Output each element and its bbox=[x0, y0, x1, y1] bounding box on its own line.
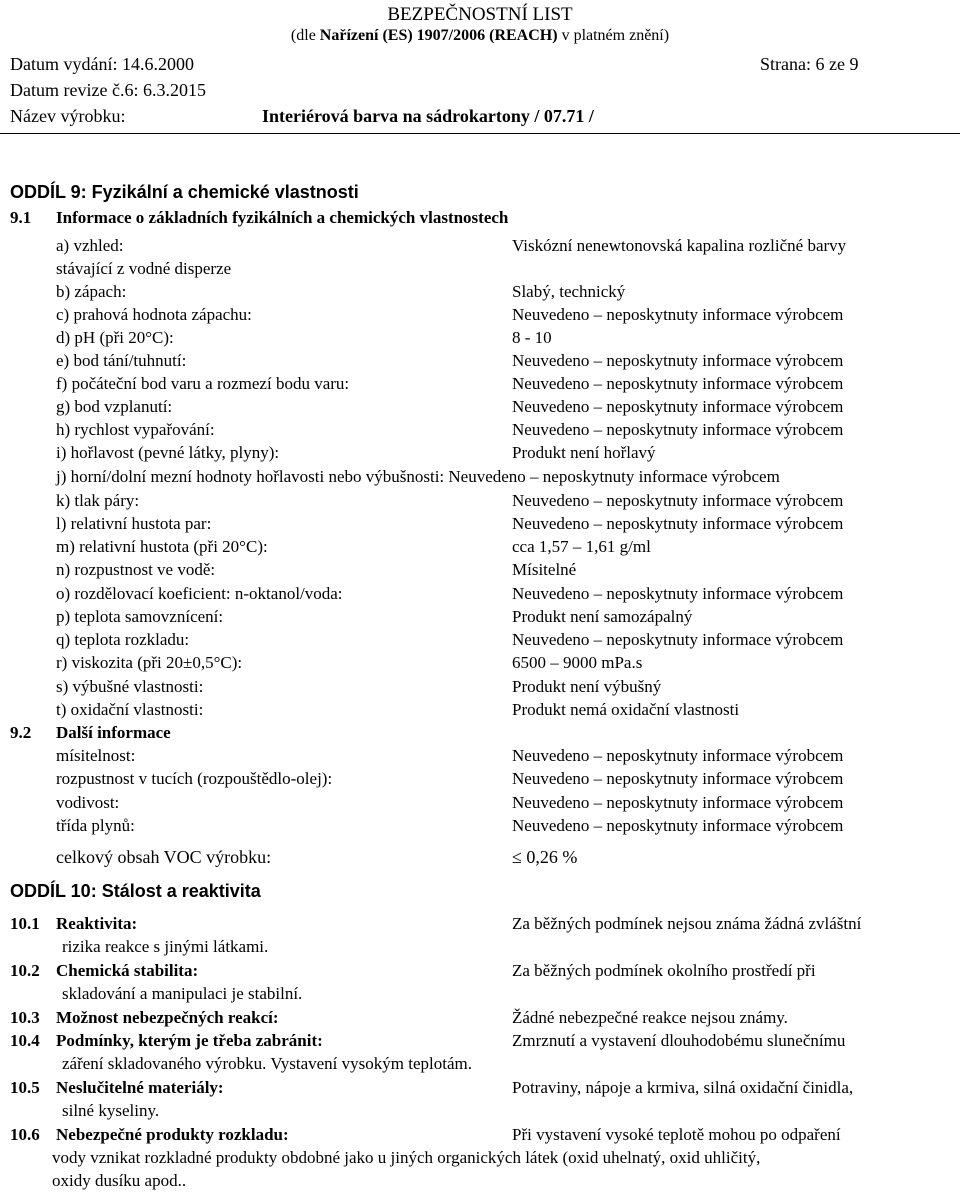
property-label: i) hořlavost (pevné látky, plyny): bbox=[56, 443, 280, 462]
item-title: Neslučitelné materiály: bbox=[56, 1078, 224, 1097]
property-value: Neuvedeno – neposkytnuty informace výrobcem bbox=[512, 769, 844, 788]
item-continuation: rizika reakce s jinými látkami. bbox=[62, 937, 269, 956]
property-label: t) oxidační vlastnosti: bbox=[56, 700, 204, 719]
item-continuation: oxidy dusíku apod.. bbox=[52, 1171, 187, 1190]
property-label: o) rozdělovací koeficient: n-oktanol/voda: bbox=[56, 584, 343, 603]
voc-label: celkový obsah VOC výrobku: bbox=[56, 847, 272, 867]
voc-value: ≤ 0,26 % bbox=[512, 847, 578, 867]
property-label: s) výbušné vlastnosti: bbox=[56, 677, 204, 696]
property-value: Mísitelné bbox=[512, 560, 577, 579]
product-label: Název výrobku: bbox=[10, 106, 126, 126]
property-value: Neuvedeno – neposkytnuty informace výrobcem bbox=[512, 630, 844, 649]
property-label: vodivost: bbox=[56, 793, 120, 812]
item-title: Chemická stabilita: bbox=[56, 961, 199, 980]
item-title: Nebezpečné produkty rozkladu: bbox=[56, 1125, 289, 1144]
section-9-2-title: Další informace bbox=[56, 723, 171, 742]
property-label: f) počáteční bod varu a rozmezí bodu varu: bbox=[56, 374, 350, 393]
property-label: n) rozpustnost ve vodě: bbox=[56, 560, 216, 579]
property-label: r) viskozita (při 20±0,5°C): bbox=[56, 653, 243, 672]
property-value: 8 - 10 bbox=[512, 328, 552, 347]
property-value: Neuvedeno – neposkytnuty informace výrobcem bbox=[512, 793, 844, 812]
property-label: l) relativní hustota par: bbox=[56, 514, 212, 533]
property-label: e) bod tání/tuhnutí: bbox=[56, 351, 187, 370]
item-continuation: záření skladovaného výrobku. Vystavení vysokým teplotám. bbox=[62, 1054, 472, 1073]
item-number: 10.5 bbox=[10, 1078, 40, 1097]
property-value: Neuvedeno – neposkytnuty informace výrobcem bbox=[512, 816, 844, 835]
property-value: Neuvedeno – neposkytnuty informace výrobcem bbox=[512, 514, 844, 533]
item-number: 10.6 bbox=[10, 1125, 40, 1144]
item-continuation: skladování a manipulaci je stabilní. bbox=[62, 984, 303, 1003]
document-title: BEZPEČNOSTNÍ LIST bbox=[387, 4, 573, 25]
property-value: cca 1,57 – 1,61 g/ml bbox=[512, 537, 651, 556]
property-value: Neuvedeno – neposkytnuty informace výrobcem bbox=[512, 584, 844, 603]
flammability-limits: j) horní/dolní mezní hodnoty hořlavosti nebo výbušnosti: Neuvedeno – neposkytnuty informace výrobcem bbox=[56, 467, 780, 486]
item-number: 10.4 bbox=[10, 1031, 40, 1050]
appearance-continuation: stávající z vodné disperze bbox=[56, 259, 232, 278]
item-continuation: vody vznikat rozkladné produkty obdobné jako u jiných organických látek (oxid uhelnatý, oxid uhličitý, bbox=[52, 1148, 761, 1167]
item-title: Reaktivita: bbox=[56, 914, 138, 933]
property-label: q) teplota rozkladu: bbox=[56, 630, 190, 649]
property-value: Produkt není výbušný bbox=[512, 677, 662, 696]
page-number: Strana: 6 ze 9 bbox=[760, 54, 859, 74]
property-value: Produkt není samozápalný bbox=[512, 607, 693, 626]
property-label: m) relativní hustota (při 20°C): bbox=[56, 537, 268, 556]
document-subtitle bbox=[0, 27, 960, 45]
property-value: Neuvedeno – neposkytnuty informace výrobcem bbox=[512, 420, 844, 439]
property-value: Produkt nemá oxidační vlastnosti bbox=[512, 700, 740, 719]
product-name: Interiérová barva na sádrokartony / 07.71 / bbox=[262, 106, 594, 126]
item-number: 10.1 bbox=[10, 914, 40, 933]
property-value: Neuvedeno – neposkytnuty informace výrobcem bbox=[512, 351, 844, 370]
item-continuation: silné kyseliny. bbox=[62, 1101, 160, 1120]
section-9-2-number: 9.2 bbox=[10, 723, 32, 742]
property-label: b) zápach: bbox=[56, 282, 127, 301]
item-number: 10.2 bbox=[10, 961, 40, 980]
property-label: p) teplota samovznícení: bbox=[56, 607, 224, 626]
item-value: Zmrznutí a vystavení dlouhodobému slunečnímu bbox=[512, 1031, 846, 1050]
item-value: Za běžných podmínek okolního prostředí při bbox=[512, 961, 816, 980]
subtitle-regulation: Nařízení (ES) 1907/2006 (REACH) bbox=[319, 27, 558, 44]
appearance-value: Viskózní nenewtonovská kapalina rozličné barvy bbox=[512, 236, 847, 255]
property-value: Neuvedeno – neposkytnuty informace výrobcem bbox=[512, 491, 844, 510]
item-value: Potraviny, nápoje a krmiva, silná oxidační činidla, bbox=[512, 1078, 854, 1097]
property-label: d) pH (při 20°C): bbox=[56, 328, 174, 347]
item-value: Při vystavení vysoké teplotě mohou po odpaření bbox=[512, 1125, 841, 1144]
property-value: 6500 – 9000 mPa.s bbox=[512, 653, 643, 672]
item-title: Možnost nebezpečných reakcí: bbox=[56, 1008, 279, 1027]
property-value: Neuvedeno – neposkytnuty informace výrobcem bbox=[512, 397, 844, 416]
property-value: Produkt není hořlavý bbox=[512, 443, 656, 462]
property-value: Neuvedeno – neposkytnuty informace výrobcem bbox=[512, 746, 844, 765]
item-title: Podmínky, kterým je třeba zabránit: bbox=[56, 1031, 323, 1050]
section-9-title: ODDÍL 9: Fyzikální a chemické vlastnosti bbox=[10, 182, 359, 202]
section-10-title: ODDÍL 10: Stálost a reaktivita bbox=[10, 881, 261, 901]
item-value: Za běžných podmínek nejsou známa žádná zvláštní bbox=[512, 914, 862, 933]
property-value: Slabý, technický bbox=[512, 282, 626, 301]
revision-date: Datum revize č.6: 6.3.2015 bbox=[10, 80, 206, 100]
property-label: c) prahová hodnota zápachu: bbox=[56, 305, 252, 324]
property-label: g) bod vzplanutí: bbox=[56, 397, 173, 416]
header-divider bbox=[0, 133, 960, 134]
subtitle-post: v platném znění) bbox=[557, 27, 670, 44]
property-label: rozpustnost v tucích (rozpouštědlo-olej): bbox=[56, 769, 333, 788]
issue-date: Datum vydání: 14.6.2000 bbox=[10, 54, 194, 74]
property-label: h) rychlost vypařování: bbox=[56, 420, 215, 439]
property-label: mísitelnost: bbox=[56, 746, 136, 765]
subtitle-pre: (dle bbox=[290, 27, 320, 44]
property-label: k) tlak páry: bbox=[56, 491, 140, 510]
property-value: Neuvedeno – neposkytnuty informace výrobcem bbox=[512, 374, 844, 393]
section-9-1-title: Informace o základních fyzikálních a chemických vlastnostech bbox=[56, 208, 509, 227]
property-value: Neuvedeno – neposkytnuty informace výrobcem bbox=[512, 305, 844, 324]
property-label: třída plynů: bbox=[56, 816, 135, 835]
item-number: 10.3 bbox=[10, 1008, 40, 1027]
item-value: Žádné nebezpečné reakce nejsou známy. bbox=[512, 1008, 788, 1027]
appearance-label: a) vzhled: bbox=[56, 236, 124, 255]
section-9-1-number: 9.1 bbox=[10, 208, 32, 227]
